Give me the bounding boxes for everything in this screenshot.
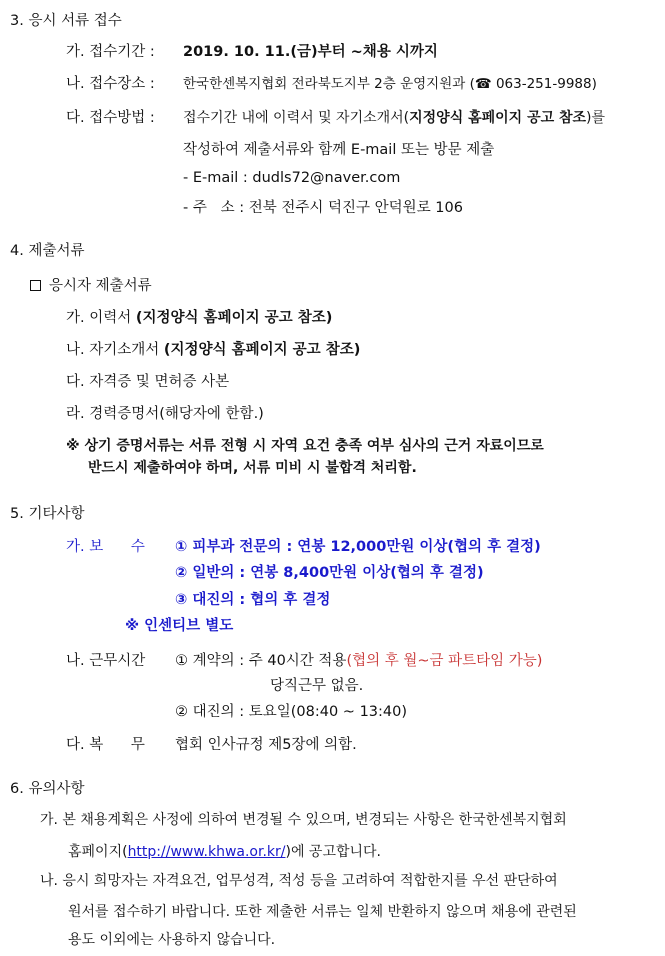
method-label: 다. 접수방법 : xyxy=(66,110,155,126)
notice-na-line2: 원서를 접수하기 바랍니다. 또한 제출한 서류는 일체 반환하지 않으며 채용에 관련된 xyxy=(68,904,577,920)
welfare-value: 협회 인사규정 제5장에 의함. xyxy=(175,737,357,753)
incentive-note: ※ 인센티브 별도 xyxy=(125,618,234,634)
period-value: 2019. 10. 11.(금)부터 ~채용 시까지 xyxy=(183,44,438,60)
notice-ga-line1: 가. 본 채용계획은 사정에 의하여 변경될 수 있으며, 변경되는 사항은 한국한센복지협회 xyxy=(40,812,567,828)
email-line: - E-mail : dudls72@naver.com xyxy=(183,170,401,186)
section-3-title: 3. 응시 서류 접수 xyxy=(10,13,122,29)
place-value: 한국한센복지협회 전라북도지부 2층 운영지원과 (☎ 063-251-9988) xyxy=(183,76,597,92)
method-line2: 작성하여 제출서류와 함께 E-mail 또는 방문 제출 xyxy=(183,142,495,158)
section-4-title: 4. 제출서류 xyxy=(10,243,85,259)
pay-substitute: ③ 대진의 : 협의 후 결정 xyxy=(175,592,331,608)
doc-intro: 나. 자기소개서 (지정양식 홈페이지 공고 참조) xyxy=(66,342,361,358)
pay-general: ② 일반의 : 연봉 8,400만원 이상(협의 후 결정) xyxy=(175,565,484,581)
work-substitute: ② 대진의 : 토요일(08:40 ~ 13:40) xyxy=(175,704,408,720)
section-5-title: 5. 기타사항 xyxy=(10,506,85,522)
doc-license: 다. 자격증 및 면허증 사본 xyxy=(66,374,230,390)
place-label: 나. 접수장소 : xyxy=(66,76,155,92)
section-6-title: 6. 유의사항 xyxy=(10,781,85,797)
notice-na-line1: 나. 응시 희망자는 자격요건, 업무성격, 적성 등을 고려하여 적합한지를 우선 판단하여 xyxy=(40,873,558,889)
work-label: 나. 근무시간 xyxy=(66,653,146,669)
work-contract: ① 계약의 : 주 40시간 적용(협의 후 월~금 파트타임 가능) xyxy=(175,653,543,669)
method-value: 접수기간 내에 이력서 및 자기소개서(지정양식 홈페이지 공고 참조)를 xyxy=(183,110,606,126)
box-heading: 응시자 제출서류 xyxy=(30,276,152,296)
homepage-link[interactable]: http://www.khwa.or.kr/ xyxy=(127,844,286,860)
doc-resume: 가. 이력서 (지정양식 홈페이지 공고 참조) xyxy=(66,310,333,326)
address-line: - 주 소 : 전북 전주시 덕진구 안덕원로 106 xyxy=(183,200,463,216)
period-label: 가. 접수기간 : xyxy=(66,44,155,60)
work-no-duty: 당직근무 없음. xyxy=(270,678,364,694)
checkbox-square-icon xyxy=(30,280,41,291)
doc-career: 라. 경력증명서(해당자에 한함.) xyxy=(66,406,264,422)
doc-note-line1: ※ 상기 증명서류는 서류 전형 시 자역 요건 충족 여부 심사의 근거 자료이므로 xyxy=(66,438,544,454)
doc-note-line2: 반드시 제출하여야 하며, 서류 미비 시 불합격 처리함. xyxy=(88,460,417,476)
pay-dermatologist: ① 피부과 전문의 : 연봉 12,000만원 이상(협의 후 결정) xyxy=(175,539,541,555)
pay-label: 가. 보 수 xyxy=(66,539,145,555)
notice-na-line3: 용도 이외에는 사용하지 않습니다. xyxy=(68,932,276,948)
welfare-label: 다. 복 무 xyxy=(66,737,145,753)
notice-ga-line2: 홈페이지(http://www.khwa.or.kr/)에 공고합니다. xyxy=(68,844,382,860)
